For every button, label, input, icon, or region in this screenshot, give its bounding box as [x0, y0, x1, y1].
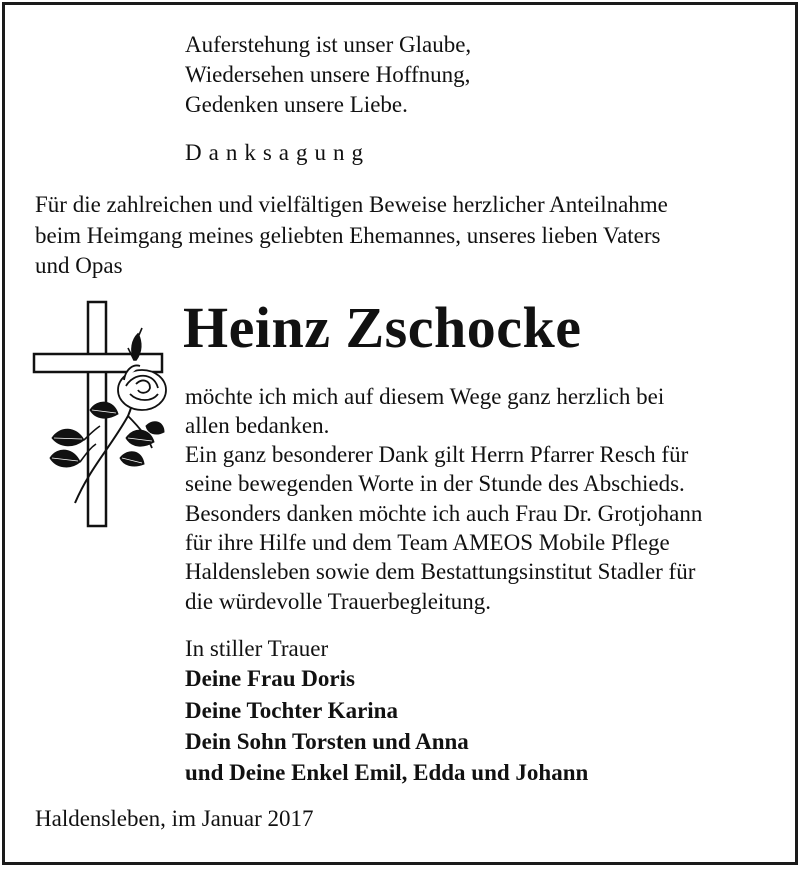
place-date: Haldensleben, im Januar 2017 [35, 806, 314, 831]
intro-line-1: Für die zahlreichen und vielfältigen Beweise herzlicher Anteilnahme [35, 192, 668, 217]
heading-danksagung: Danksagung [185, 140, 370, 165]
motto-line-2: Wiedersehen unsere Hoffnung, [185, 62, 471, 87]
body-line-6: für ihre Hilfe und dem Team AMEOS Mobile Pflege [185, 530, 670, 555]
family-line-4: und Deine Enkel Emil, Edda und Johann [185, 760, 589, 785]
body-line-5: Besonders danken möchte ich auch Frau Dr. Grotjohann [185, 501, 703, 526]
motto-line-1: Auferstehung ist unser Glaube, [185, 32, 472, 57]
mourning-intro: In stiller Trauer [185, 636, 329, 661]
intro-line-2: beim Heimgang meines geliebten Ehemannes, unseres lieben Vaters [35, 223, 661, 248]
body-line-2: allen bedanken. [185, 413, 330, 438]
body-line-1: möchte ich mich auf diesem Wege ganz herzlich bei [185, 384, 665, 409]
deceased-name: Heinz Zschocke [183, 295, 582, 360]
motto-line-3: Gedenken unsere Liebe. [185, 92, 408, 117]
intro-line-3: und Opas [35, 253, 123, 278]
family-line-2: Deine Tochter Karina [185, 698, 398, 723]
cross-with-rose-icon [30, 298, 175, 533]
family-line-3: Dein Sohn Torsten und Anna [185, 729, 469, 754]
body-line-7: Haldensleben sowie dem Bestattungsinstitut Stadler für [185, 559, 696, 584]
family-line-1: Deine Frau Doris [185, 666, 355, 691]
body-line-3: Ein ganz besonderer Dank gilt Herrn Pfarrer Resch für [185, 442, 689, 467]
body-line-8: die würdevolle Trauerbegleitung. [185, 589, 491, 614]
body-line-4: seine bewegenden Worte in der Stunde des Abschieds. [185, 471, 685, 496]
